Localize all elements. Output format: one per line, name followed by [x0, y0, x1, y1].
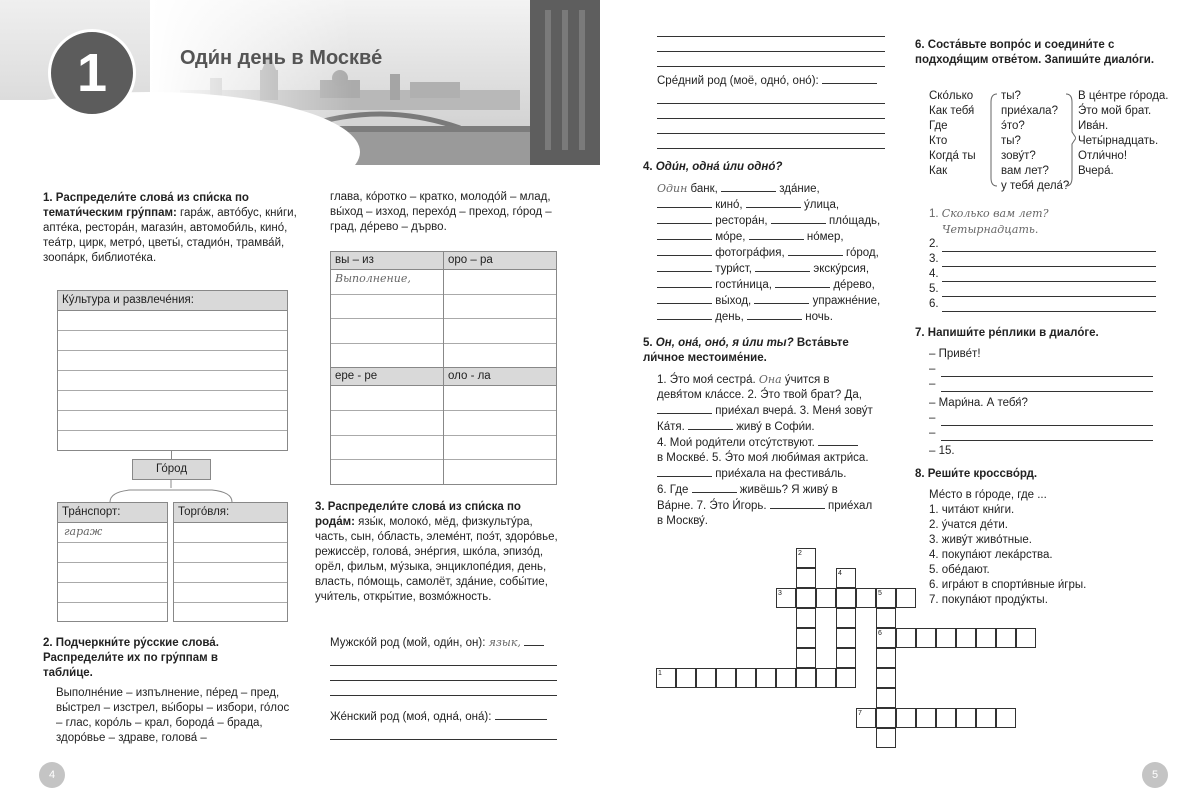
clue: 5. обе́дают.	[929, 564, 990, 576]
answer-line[interactable]	[942, 252, 1156, 267]
crossword-cell[interactable]	[896, 628, 916, 648]
cell-number: 1	[658, 670, 662, 677]
question-end: зову́т?	[1001, 150, 1036, 162]
crossword-cell[interactable]	[716, 668, 736, 688]
ex1-number: 1.	[43, 192, 53, 204]
crossword-cell[interactable]	[876, 668, 896, 688]
question-start: Как	[929, 165, 948, 177]
ex4-row	[657, 181, 887, 197]
answer-line[interactable]	[721, 181, 776, 192]
ex4-noun: де́рево,	[833, 279, 875, 291]
ex4-noun: тури́ст,	[715, 263, 752, 275]
ex1-task	[43, 191, 301, 266]
ex4-noun: у́лица,	[804, 199, 840, 211]
answer-option: Отли́чно!	[1078, 150, 1128, 162]
answer1-question: Сколько вам лет?	[941, 207, 1049, 220]
t1-col1-header: вы – из	[331, 252, 443, 270]
ex4-noun: зда́ние,	[779, 183, 820, 195]
ex2-table-2	[330, 368, 557, 485]
answer-line[interactable]	[657, 89, 885, 104]
table-row[interactable]	[58, 603, 167, 623]
ex4-row	[657, 261, 887, 277]
ex2-task	[43, 636, 263, 681]
ex6-instruction: Соста́вьте вопро́с и соедини́те с подходя́щим отве́том. Запиши́те диало́ги.	[915, 39, 1155, 66]
table-cell[interactable]	[331, 411, 443, 436]
answer-line[interactable]	[692, 482, 737, 493]
table-cell[interactable]	[444, 270, 556, 295]
table-row[interactable]	[174, 543, 287, 563]
answer-line[interactable]	[657, 309, 712, 320]
answer-line[interactable]	[941, 377, 1153, 392]
clue-intro: Ме́сто в го́роде, где ...	[929, 489, 1047, 501]
ex2-text-left: Выполне́ние – изпълнение, пе́ред – пред, вы́стрел – изстрел, вы́боры – избори, го́лос – глас, коро́ль – крал, борода́ – брада, здоро́вье – здраве, голова́ –	[56, 687, 290, 744]
crossword-cell[interactable]	[676, 668, 696, 688]
ex7-number: 7.	[915, 327, 925, 339]
cell-number: 5	[878, 590, 882, 597]
dialogue-dash: –	[929, 363, 936, 375]
ex4-noun: кино́,	[715, 199, 743, 211]
cell-number: 6	[878, 630, 882, 637]
answer-number: 3.	[929, 253, 939, 265]
answer-option: В це́нтре го́рода.	[1078, 90, 1169, 102]
crossword-cell[interactable]	[656, 668, 676, 688]
crossword-cell[interactable]	[976, 708, 996, 728]
crossword-cell[interactable]	[796, 588, 816, 608]
crossword-cell[interactable]	[836, 608, 856, 628]
answer-line[interactable]	[755, 261, 810, 272]
feminine-continued	[657, 22, 885, 67]
table-row[interactable]	[58, 351, 287, 371]
table-row[interactable]	[58, 371, 287, 391]
ex5-task	[643, 336, 873, 366]
ex4-row	[657, 245, 887, 261]
answer-option: Вчера́.	[1078, 165, 1114, 177]
table-cell[interactable]	[444, 295, 556, 320]
crossword-cell[interactable]	[796, 668, 816, 688]
crossword-cell[interactable]	[896, 708, 916, 728]
answer-line[interactable]	[941, 362, 1153, 377]
table-row[interactable]	[58, 543, 167, 563]
answer-line[interactable]	[746, 197, 801, 208]
city-box	[132, 459, 211, 480]
ex6-col2	[1001, 89, 1069, 194]
city-label: Го́род	[155, 463, 188, 475]
ex2-text-right: глава, ко́ротко – кратко, молодо́й – млад, вы́ход – изход, перехо́д – преход, го́род – град, де́рево – дърво.	[330, 191, 552, 233]
crossword-cell[interactable]	[816, 668, 836, 688]
crossword-cell[interactable]	[836, 668, 856, 688]
ex4-noun: вы́ход,	[715, 295, 752, 307]
table-cell[interactable]	[331, 386, 443, 411]
table-cell[interactable]	[444, 319, 556, 344]
crossword-cell[interactable]	[836, 648, 856, 668]
ex4-number: 4.	[643, 161, 653, 173]
table-cell[interactable]	[444, 436, 556, 461]
crossword-cell[interactable]	[976, 628, 996, 648]
table-row[interactable]	[174, 583, 287, 603]
ex4-noun: день,	[715, 311, 744, 323]
ex4-row	[657, 213, 887, 229]
trade-header: Торго́вля:	[174, 503, 287, 523]
ex5-number: 5.	[643, 337, 653, 349]
crossword-cell[interactable]	[836, 628, 856, 648]
table-cell[interactable]	[331, 295, 443, 320]
answer-line[interactable]	[524, 635, 544, 646]
answer-number: 2.	[929, 238, 939, 250]
answer-line[interactable]	[657, 134, 885, 149]
ex4-row	[657, 277, 887, 293]
answer-line[interactable]	[657, 229, 712, 240]
answer-option: Ива́н.	[1078, 120, 1109, 132]
page-number-left: 4	[39, 762, 65, 788]
feminine-section	[330, 709, 557, 740]
crossword-cell[interactable]	[876, 708, 896, 728]
cell-number: 2	[798, 550, 802, 557]
answer-line[interactable]	[788, 245, 843, 256]
ex4-noun: банк,	[690, 183, 718, 195]
ex4-noun: рестора́н,	[715, 215, 768, 227]
answer-option: Четы́рнадцать.	[1078, 135, 1159, 147]
t1-col2-header: оро – ра	[444, 252, 556, 270]
ex3-task	[315, 500, 560, 605]
ex4-noun: пло́щадь,	[829, 215, 881, 227]
table-row[interactable]	[174, 603, 287, 623]
ex1-word-list: гара́ж, авто́бус, кни́ги, апте́ка, рестора́н, магази́н, автомоби́ль, кино́, теа́тр, цирк, метро́, цветы́, стадио́н, трамва́й, зоопа́рк, библиоте́ка.	[43, 207, 297, 264]
answer-line[interactable]	[942, 267, 1156, 282]
dialogue-dash: –	[929, 378, 936, 390]
crossword-cell[interactable]	[776, 668, 796, 688]
question-start: Как тебя́	[929, 105, 975, 117]
crossword-cell[interactable]	[876, 688, 896, 708]
answer-line[interactable]	[754, 293, 809, 304]
ex4-instruction: Оди́н, одна́ и́ли одно́?	[655, 161, 783, 173]
ex8-task	[915, 467, 1037, 482]
ex3-number: 3.	[315, 501, 325, 513]
ex5-text-part: прие́хал	[827, 500, 873, 512]
answer-line[interactable]	[747, 309, 802, 320]
answer-number: 4.	[929, 268, 939, 280]
ex5-text-part: Ка́тя.	[657, 421, 685, 433]
ex7-task	[915, 326, 1099, 341]
ex6-answers	[929, 206, 1156, 312]
trade-table	[173, 502, 288, 622]
answer-line[interactable]	[657, 245, 712, 256]
ex4-noun: ночь.	[805, 311, 833, 323]
clue: 7. покупа́ют проду́кты.	[929, 594, 1048, 606]
table-row[interactable]	[174, 563, 287, 583]
question-start: Где	[929, 120, 948, 132]
answer-line[interactable]	[330, 651, 557, 666]
cell-number: 7	[858, 710, 862, 717]
ex5-text-part: у́чится в	[784, 374, 830, 386]
answer-line[interactable]	[657, 293, 712, 304]
table-row[interactable]	[58, 583, 167, 603]
ex6-col3	[1078, 89, 1169, 179]
crossword-cell[interactable]	[876, 608, 896, 628]
table-row[interactable]	[58, 311, 287, 331]
cell-number: 3	[778, 590, 782, 597]
ex4-noun: экску́рсия,	[813, 263, 870, 275]
question-end: прие́хала?	[1001, 105, 1058, 117]
dialogue-line: – 15.	[929, 445, 955, 457]
crossword-cell[interactable]	[776, 588, 796, 608]
ex5-text	[657, 372, 892, 529]
crossword-cell[interactable]	[876, 728, 896, 748]
ex5-text-part: прие́хал вчера́. 3. Меня́ зову́т	[715, 405, 873, 417]
bracket-right	[1062, 92, 1076, 188]
answer-line[interactable]	[822, 73, 877, 84]
ex3-instruction: Распредели́те слова́ из спи́ска по рода́м:	[315, 501, 521, 528]
question-end: вам лет?	[1001, 165, 1049, 177]
answer-line[interactable]	[657, 37, 885, 52]
dialogue-dash: –	[929, 412, 936, 424]
table-cell[interactable]	[331, 319, 443, 344]
ex2-number: 2.	[43, 637, 53, 649]
crossword-cell[interactable]	[796, 648, 816, 668]
question-start: Когда́ ты	[929, 150, 976, 162]
table-cell[interactable]	[444, 460, 556, 484]
table-cell[interactable]	[331, 460, 443, 484]
answer-line[interactable]	[941, 426, 1153, 441]
ex5-text-part: 6. Где	[657, 484, 689, 496]
culture-table	[57, 290, 288, 451]
bracket-left	[988, 92, 1000, 188]
ex8-number: 8.	[915, 468, 925, 480]
ex7-dialogue	[929, 347, 1153, 459]
question-start: Ско́лько	[929, 90, 974, 102]
answer1-answer: Четырнадцать.	[942, 223, 1039, 236]
ex5-text-part: в Москве́. 5. Э́то моя́ люби́мая актри́са.	[657, 452, 869, 464]
question-end: ты?	[1001, 90, 1021, 102]
table-row[interactable]	[58, 331, 287, 351]
clue: 3. живу́т живо́тные.	[929, 534, 1032, 546]
crossword-cell[interactable]	[916, 708, 936, 728]
crossword-cell[interactable]	[876, 628, 896, 648]
ex3-word-list: язы́к, молоко́, мёд, физкульту́ра, часть, сын, о́бласть, элеме́нт, поэ́т, здоро́вье, режиссёр, голова́, эне́ргия, шко́ла, эпизо́д, орёл, фильм, му́зыка, энциклопе́дия, день, власть, по́мощь, самолёт, зда́ние, собы́тие, учи́тель, откры́тие, возмо́жность.	[315, 516, 558, 603]
transport-table	[57, 502, 168, 622]
ex7-instruction: Напиши́те ре́плики в диало́ге.	[927, 327, 1099, 339]
crossword-cell[interactable]	[896, 588, 916, 608]
transport-header: Тра́нспорт:	[58, 503, 167, 523]
t2-col1-header: ере - ре	[331, 368, 443, 386]
ex5-example: Она	[758, 373, 782, 386]
dialogue-line: – Приве́т!	[929, 348, 981, 360]
ex5-text-part: 4. Мои́ роди́тели отсу́тствуют.	[657, 437, 815, 449]
ex4-task	[643, 160, 782, 175]
table-row[interactable]	[58, 391, 287, 411]
answer-line[interactable]	[657, 277, 712, 288]
ex2-table-1	[330, 251, 557, 368]
ex5-text-part: живу́ в Софи́и.	[736, 421, 815, 433]
connector-branch	[100, 480, 250, 504]
ex6-task	[915, 38, 1175, 68]
answer-line[interactable]	[749, 229, 804, 240]
crossword-cell[interactable]	[876, 588, 896, 608]
crossword-cell[interactable]	[796, 548, 816, 568]
page-title: Оди́н день в Москве́	[180, 47, 383, 69]
ex8-clues	[929, 488, 1086, 608]
answer-number: 5.	[929, 283, 939, 295]
ex5-text-part: девя́том кла́ссе. 2. Э́то твой брат? Да,	[657, 389, 862, 401]
ex6-number: 6.	[915, 39, 925, 51]
table-row[interactable]	[174, 523, 287, 543]
clue: 2. у́чатся де́ти.	[929, 519, 1008, 531]
crossword-cell[interactable]	[816, 588, 836, 608]
masculine-section	[330, 635, 557, 696]
crossword-cell[interactable]	[796, 628, 816, 648]
ex5-text-part: прие́хала на фестива́ль.	[715, 468, 847, 480]
dialogue-dash: –	[929, 427, 936, 439]
crossword-cell[interactable]	[876, 648, 896, 668]
table-cell[interactable]	[444, 344, 556, 368]
ex2-instruction: Подчеркни́те ру́сские слова́. Распредели́те их по гру́ппам в табли́це.	[43, 637, 219, 679]
ex8-instruction: Реши́те кроссво́рд.	[927, 468, 1038, 480]
t2-col2-header: оло - ла	[444, 368, 556, 386]
answer-number: 6.	[929, 298, 939, 310]
crossword-cell[interactable]	[956, 628, 976, 648]
table-row[interactable]	[58, 563, 167, 583]
ex4-example: Один	[657, 182, 688, 195]
transport-example: гараж	[58, 523, 167, 543]
ex5-instruction: Вста́вьте ли́чное местоиме́ние.	[643, 337, 849, 364]
crossword-cell[interactable]	[836, 588, 856, 608]
answer-line[interactable]	[775, 277, 830, 288]
ex4-noun: го́род,	[846, 247, 879, 259]
answer-line[interactable]	[657, 261, 712, 272]
table-cell[interactable]	[331, 344, 443, 368]
ex4-noun: но́мер,	[806, 231, 844, 243]
ex1-instruction: Распредели́те слова́ из спи́ска по темати́ческим гру́ппам:	[43, 192, 249, 219]
dialogue-line: – Мари́на. А тебя́?	[929, 397, 1028, 409]
answer-line[interactable]	[657, 52, 885, 67]
clue: 4. покупа́ют лека́рства.	[929, 549, 1053, 561]
crossword-cell[interactable]	[956, 708, 976, 728]
answer-line[interactable]	[688, 419, 733, 430]
unit-number-circle	[48, 29, 136, 117]
answer-line[interactable]	[495, 709, 547, 720]
ex4-grid	[657, 181, 887, 325]
ex4-noun: фотогра́фия,	[715, 247, 785, 259]
neuter-section	[657, 73, 885, 149]
ex5-text-part: в Москву́.	[657, 515, 708, 527]
answer-line[interactable]	[330, 725, 557, 740]
crossword-cell[interactable]	[916, 628, 936, 648]
ex4-row	[657, 229, 887, 245]
t1-example: Выполнение,	[331, 270, 443, 295]
crossword-cell[interactable]	[1016, 628, 1036, 648]
cell-number: 4	[838, 570, 842, 577]
answer-line[interactable]	[330, 681, 557, 696]
answer-line[interactable]	[657, 119, 885, 134]
crossword-cell[interactable]	[856, 708, 876, 728]
crossword-cell[interactable]	[936, 708, 956, 728]
answer-line[interactable]	[657, 22, 885, 37]
question-end: у тебя́ дела́?	[1001, 180, 1070, 192]
crossword-cell[interactable]	[996, 708, 1016, 728]
crossword-cell[interactable]	[796, 608, 816, 628]
answer-line[interactable]	[657, 197, 712, 208]
table-row[interactable]	[58, 411, 287, 431]
masculine-label: Мужско́й род (мой, оди́н, он):	[330, 637, 486, 649]
table-cell[interactable]	[331, 436, 443, 461]
answer-line[interactable]	[657, 104, 885, 119]
ex5-text-part: 1. Э́то моя́ сестра́.	[657, 374, 756, 386]
ex4-row	[657, 293, 887, 309]
ex4-noun: мо́ре,	[715, 231, 746, 243]
culture-header: Ку́льтура и развлече́ния:	[58, 291, 287, 311]
answer-number: 1.	[929, 208, 939, 220]
crossword-cell[interactable]	[736, 668, 756, 688]
ex5-text-part: Ва́рне. 7. Э́то И́горь.	[657, 500, 767, 512]
question-start: Кто	[929, 135, 948, 147]
question-end: э́то?	[1001, 120, 1025, 132]
ex6-col1	[929, 89, 976, 179]
page-number-right: 5	[1142, 762, 1168, 788]
answer-line[interactable]	[942, 282, 1156, 297]
crossword-cell[interactable]	[856, 588, 876, 608]
ex5-pronouns: Он, она́, оно́, я и́ли ты?	[655, 337, 794, 349]
ex4-row	[657, 309, 887, 325]
ex4-noun: упражне́ние,	[812, 295, 881, 307]
answer-line[interactable]	[771, 213, 826, 224]
answer-line[interactable]	[941, 411, 1153, 426]
table-cell[interactable]	[444, 411, 556, 436]
table-cell[interactable]	[444, 386, 556, 411]
answer-line[interactable]	[770, 498, 825, 509]
answer-option: Э́то мой брат.	[1078, 105, 1152, 117]
crossword-cell[interactable]	[836, 568, 856, 588]
unit-number: 1	[76, 43, 108, 103]
masculine-example: язык,	[488, 636, 521, 649]
neuter-label: Сре́дний род (моё, одно́, оно́):	[657, 75, 819, 87]
answer-line[interactable]	[330, 666, 557, 681]
answer-line[interactable]	[818, 435, 858, 446]
answer-line[interactable]	[657, 466, 712, 477]
ex5-text-part: живёшь? Я живу́ в	[739, 484, 838, 496]
feminine-label: Же́нский род (моя́, одна́, она́):	[330, 711, 492, 723]
answer-line[interactable]	[657, 403, 712, 414]
crossword-cell[interactable]	[696, 668, 716, 688]
answer-line[interactable]	[657, 213, 712, 224]
crossword-cell[interactable]	[796, 568, 816, 588]
crossword-cell[interactable]	[996, 628, 1016, 648]
table-row[interactable]	[58, 431, 287, 451]
crossword-cell[interactable]	[936, 628, 956, 648]
answer-line[interactable]	[942, 237, 1156, 252]
ex4-row	[657, 197, 887, 213]
clue: 1. чита́ют кни́ги.	[929, 504, 1015, 516]
answer-line[interactable]	[942, 297, 1156, 312]
crossword-cell[interactable]	[756, 668, 776, 688]
clue: 6. игра́ют в спорти́вные и́гры.	[929, 579, 1087, 591]
ex4-noun: гости́ница,	[715, 279, 772, 291]
question-end: ты?	[1001, 135, 1021, 147]
